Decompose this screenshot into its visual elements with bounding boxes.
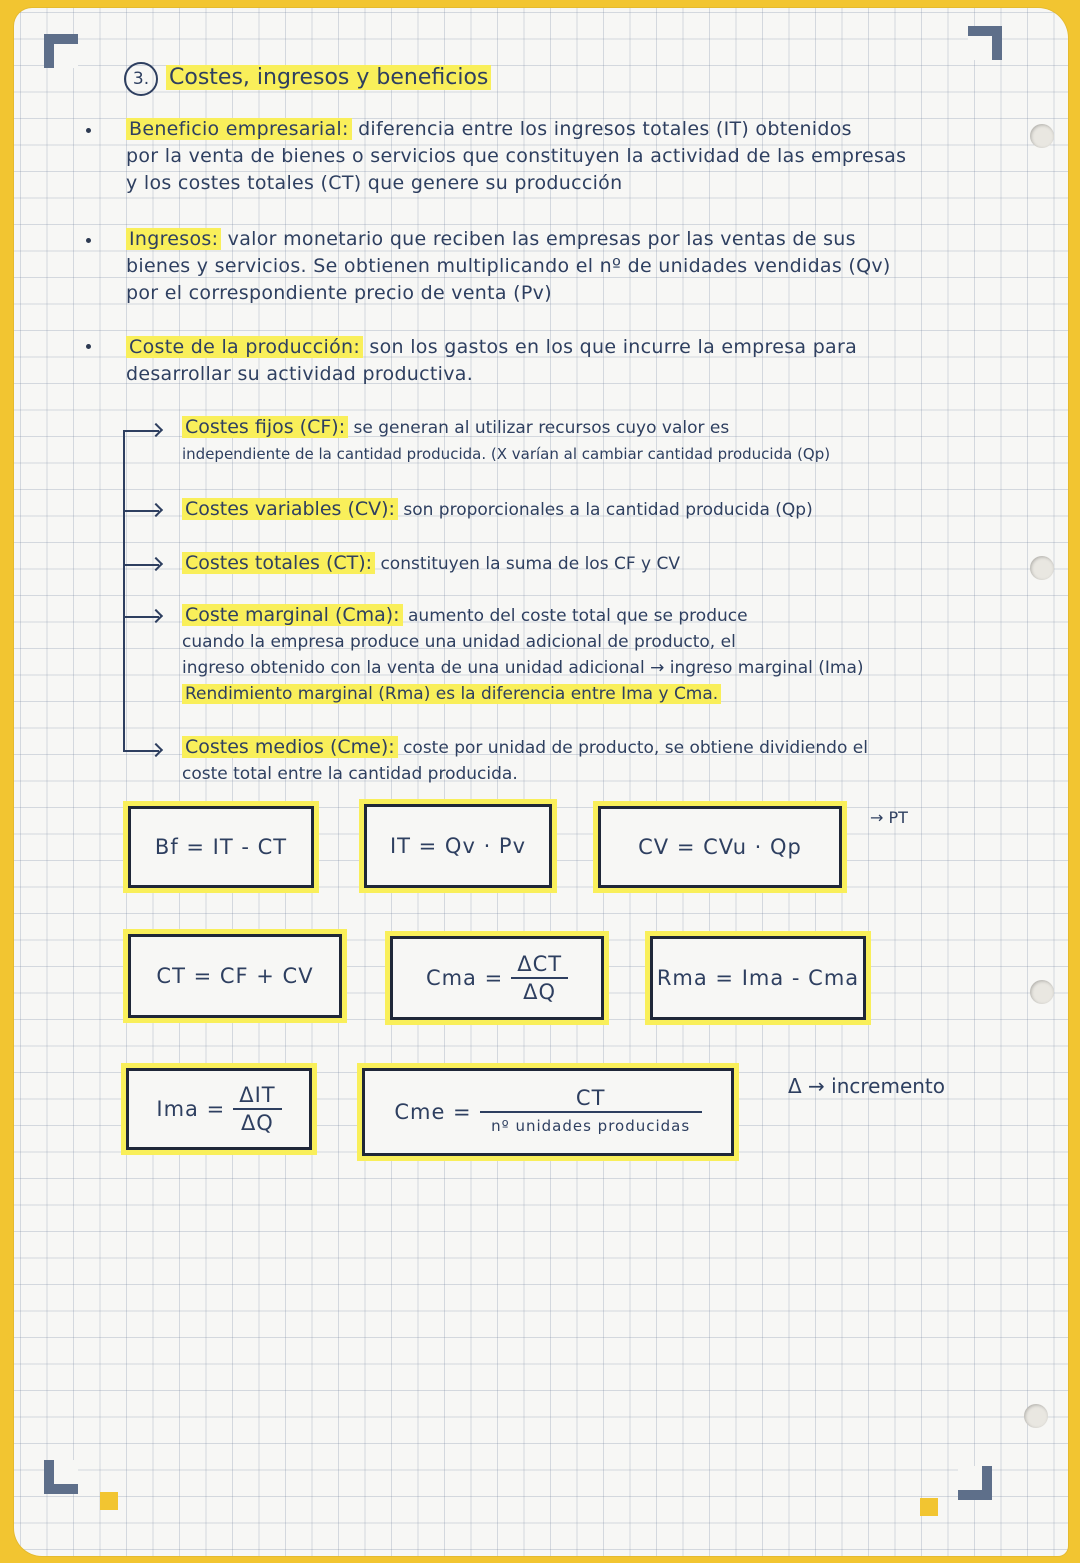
formula-text: IT = Qv · Pv (389, 834, 527, 858)
cost-line: son proporcionales a la cantidad producida (Qp) (403, 500, 813, 520)
formula-beneficio (128, 806, 314, 888)
bullet-point (86, 128, 91, 133)
corner-mark-icon (968, 26, 1002, 60)
cost-line: coste por unidad de producto, se obtiene dividiendo el (403, 738, 868, 758)
formula-denominator: ΔQ (523, 980, 557, 1004)
definition-line: desarrollar su actividad productiva. (126, 363, 474, 385)
bracket-line (123, 430, 125, 752)
definition-term: Beneficio empresarial: (126, 118, 352, 140)
definition-beneficio (126, 116, 906, 197)
formula-text: Rma = Ima - Cma (656, 966, 860, 990)
binder-hole (1030, 556, 1054, 580)
formula-denominator: nº unidades producidas (491, 1117, 691, 1135)
definition-line: bienes y servicios. Se obtienen multiplicando el nº de unidades vendidas (Qv) (126, 255, 891, 277)
cost-line: coste total entre la cantidad producida. (182, 764, 518, 784)
formula-costes-medios (362, 1068, 734, 1156)
yellow-square-icon (100, 1492, 118, 1510)
binder-hole (1030, 124, 1054, 148)
delta-legend: Δ → incremento (788, 1074, 946, 1098)
binder-hole (1030, 980, 1054, 1004)
cost-line: aumento del coste total que se produce (408, 606, 748, 626)
page-title (124, 62, 491, 96)
section-number: 3. (124, 62, 158, 96)
definition-coste-produccion (126, 334, 857, 388)
definition-term: Ingresos: (126, 228, 221, 250)
cost-term: Coste marginal (Cma): (182, 604, 403, 626)
bullet-point (86, 238, 91, 243)
formula-ingreso-marginal (126, 1068, 312, 1150)
definition-term: Coste de la producción: (126, 336, 363, 358)
formula-lhs: Ima = (156, 1097, 226, 1121)
arrow-right-icon (123, 564, 159, 566)
cost-line: independiente de la cantidad producida. (X varían al cambiar cantidad producida (Qp) (182, 445, 831, 463)
cost-term: Costes fijos (CF): (182, 416, 348, 438)
formula-costes-totales (128, 934, 342, 1018)
arrow-right-icon (123, 616, 159, 618)
cost-type-totales (182, 550, 680, 577)
bullet-point (86, 344, 91, 349)
cost-line: cuando la empresa produce una unidad adicional de producto, el (182, 632, 736, 652)
corner-mark-icon (44, 1460, 78, 1494)
formula-coste-marginal (390, 936, 604, 1020)
corner-mark-icon (958, 1466, 992, 1500)
formula-numerator: CT (480, 1085, 702, 1113)
cost-term: Costes variables (CV): (182, 498, 398, 520)
arrow-right-icon (123, 430, 159, 432)
formula-numerator: ΔIT (233, 1082, 281, 1110)
formula-text: CV = CVu · Qp (638, 835, 802, 859)
yellow-square-icon (920, 1498, 938, 1516)
cost-type-variables (182, 496, 813, 523)
cost-line: se generan al utilizar recursos cuyo valor es (353, 418, 730, 438)
definition-line: son los gastos en los que incurre la empresa para (369, 336, 858, 358)
formula-annotation: → PT (870, 808, 908, 827)
definition-line: por la venta de bienes o servicios que constituyen la actividad de las empresas (126, 145, 907, 167)
cost-line: ingreso obtenido con la venta de una unidad adicional → ingreso marginal (Ima) (182, 658, 864, 678)
definition-line: diferencia entre los ingresos totales (IT) obtenidos (358, 118, 852, 140)
formula-lhs: Cma = (425, 966, 504, 990)
definition-ingresos (126, 226, 891, 307)
corner-mark-icon (44, 34, 78, 68)
cost-line: Rendimiento marginal (Rma) es la diferencia entre Ima y Cma. (182, 684, 721, 704)
definition-line: y los costes totales (CT) que genere su producción (126, 172, 623, 194)
arrow-right-icon (123, 750, 159, 752)
cost-term: Costes totales (CT): (182, 552, 375, 574)
cost-type-marginal (182, 602, 864, 707)
formula-denominator: ΔQ (240, 1111, 274, 1135)
formula-lhs: Cme = (394, 1100, 472, 1124)
title-text: Costes, ingresos y beneficios (166, 65, 491, 90)
formula-rendimiento-marginal (650, 936, 866, 1020)
definition-line: por el correspondiente precio de venta (Pv) (126, 282, 552, 304)
definition-line: valor monetario que reciben las empresas por las ventas de sus (227, 228, 856, 250)
arrow-right-icon (123, 510, 159, 512)
formula-ingresos (364, 804, 552, 888)
formula-text: CT = CF + CV (156, 964, 314, 988)
binder-hole (1024, 1404, 1048, 1428)
cost-type-medios (182, 734, 868, 787)
cost-term: Costes medios (Cme): (182, 736, 398, 758)
formula-text: Bf = IT - CT (154, 835, 288, 859)
formula-costes-variables (598, 806, 842, 888)
cost-type-fijos (182, 414, 830, 467)
cost-line: constituyen la suma de los CF y CV (380, 554, 680, 574)
formula-numerator: ΔCT (511, 951, 568, 979)
